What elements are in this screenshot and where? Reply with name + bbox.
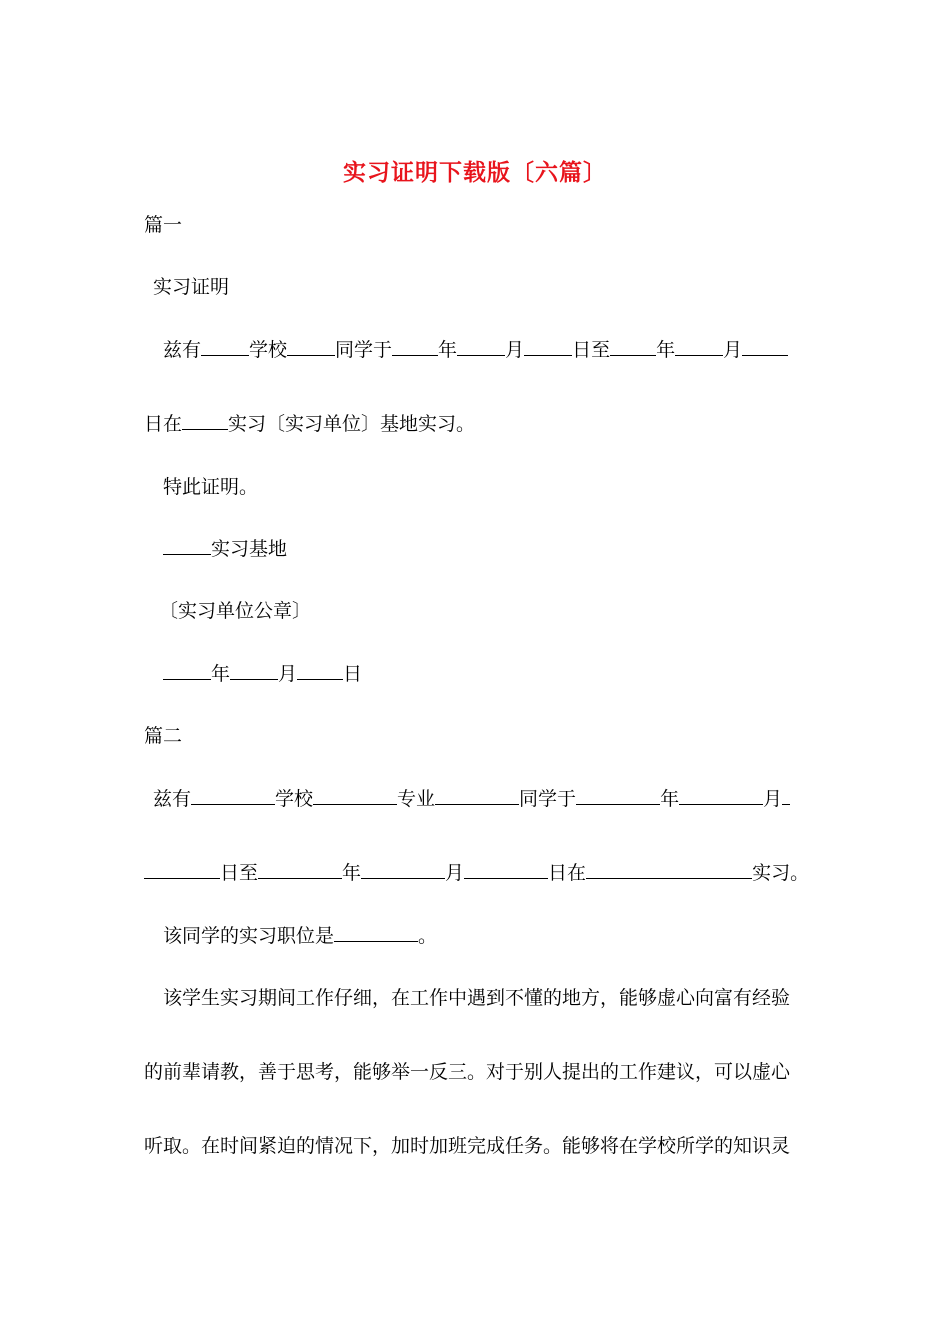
section1-subtitle: 实习证明 xyxy=(153,276,230,298)
blank-field xyxy=(782,786,790,805)
section2-line2: 日至 年 月 日在 实习。 xyxy=(144,860,809,886)
blank-field xyxy=(163,536,211,555)
section2-paragraph-line1: 该学生实习期间工作仔细，在工作中遇到不懂的地方，能够虚心向富有经验 xyxy=(163,987,791,1009)
blank-field xyxy=(201,337,249,356)
blank-field xyxy=(334,923,418,942)
blank-field xyxy=(191,786,275,805)
section2-paragraph-line2: 的前辈请教，善于思考，能够举一反三。对于别人提出的工作建议，可以虚心 xyxy=(144,1061,791,1083)
blank-field xyxy=(182,411,228,430)
section2-line1: 兹有 学校 专业 同学于 年 月 xyxy=(153,786,790,812)
blank-field xyxy=(457,337,505,356)
blank-field xyxy=(361,860,445,879)
section1-body-line2: 日在 实习〔实习单位〕基地实习。 xyxy=(144,413,476,435)
section2-position-line: 该同学的实习职位是 。 xyxy=(163,925,438,947)
blank-field xyxy=(297,661,343,680)
document-title: 实习证明下载版〔六篇〕 xyxy=(343,159,607,186)
section1-seal: 〔实习单位公章〕 xyxy=(159,600,312,622)
blank-field xyxy=(464,860,548,879)
section1-closing: 特此证明。 xyxy=(163,476,259,498)
blank-field xyxy=(675,337,723,356)
blank-field xyxy=(679,786,763,805)
section1-base-line: 实习基地 xyxy=(163,536,287,562)
blank-field xyxy=(586,860,752,879)
blank-field xyxy=(610,337,656,356)
blank-field xyxy=(576,786,660,805)
section2-paragraph-line3: 听取。在时间紧迫的情况下，加时加班完成任务。能够将在学校所学的知识灵 xyxy=(144,1135,791,1157)
section1-date-line: 年 月 日 xyxy=(163,661,362,687)
blank-field xyxy=(524,337,572,356)
blank-field xyxy=(392,337,438,356)
blank-field xyxy=(435,786,519,805)
blank-field xyxy=(287,337,335,356)
section1-heading: 篇一 xyxy=(144,214,183,236)
section1-body-line1: 兹有 学校 同学于 年 月 日至 年 月 xyxy=(163,337,788,363)
blank-field xyxy=(144,860,220,879)
section2-heading: 篇二 xyxy=(144,725,183,747)
blank-field xyxy=(258,860,342,879)
blank-field xyxy=(742,337,788,356)
blank-field xyxy=(313,786,397,805)
blank-field xyxy=(163,661,211,680)
blank-field xyxy=(230,661,278,680)
